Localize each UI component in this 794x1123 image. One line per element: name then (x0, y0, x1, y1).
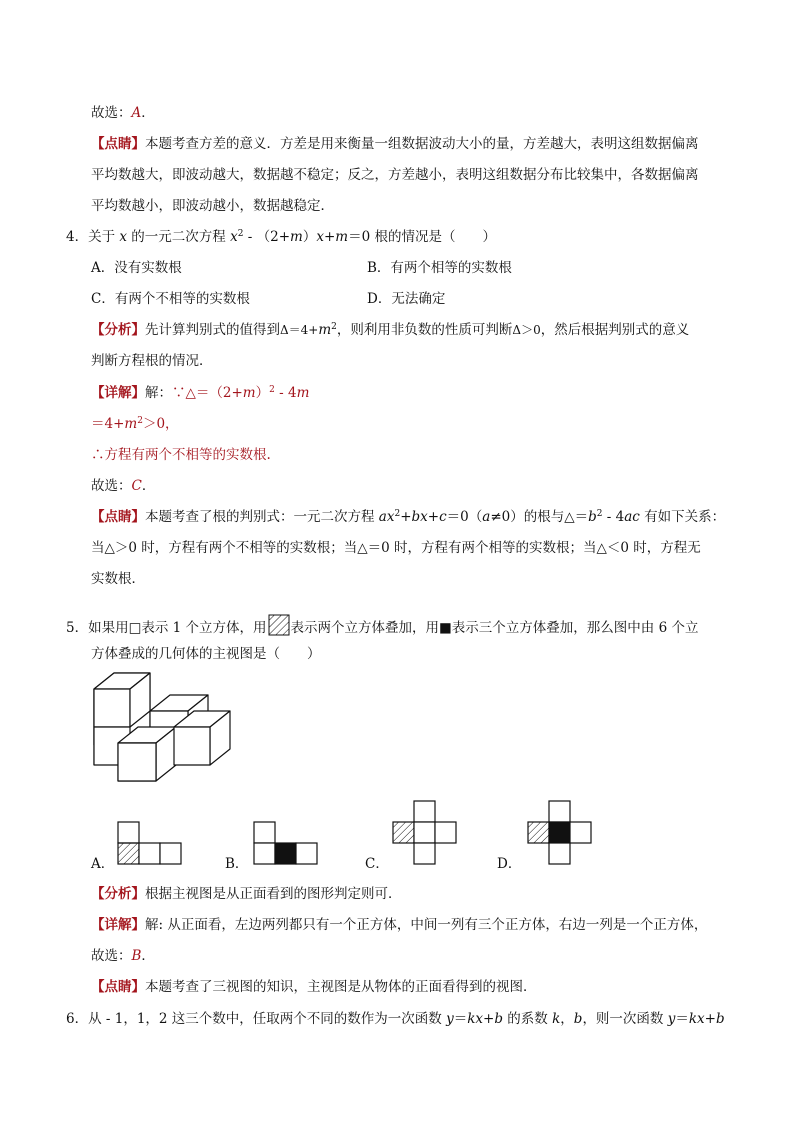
prev-dianjing-line-2: 平均数越大，即波动越大，数据越不稳定；反之，方差越小，表明这组数据分布比较集中，各数据偏离 (91, 167, 699, 183)
prev-dianjing-line-1: 【点睛】本题考查方差的意义．方差是用来衡量一组数据波动大小的量，方差越大，表明这组数据偏离 (91, 136, 699, 152)
q6-stem: 6．从 - 1，1，2 这三个数中，任取两个不同的数作为一次函数 y＝kx+b 的系数 k，b，则一次函数 y＝kx+b (66, 1011, 725, 1027)
q5-option-d-label[interactable]: D． (497, 856, 522, 872)
q5-choose-line: 故选：B． (91, 948, 155, 964)
q4-dianjing-line-3: 实数根． (91, 571, 145, 587)
q4-option-d[interactable]: D．无法确定 (367, 291, 446, 307)
q5-option-b-figure[interactable] (253, 821, 319, 867)
q4-equation-line: $=4+m^2>0$， (91, 416, 179, 432)
q4-fenxi-line-2: 判断方程根的情况． (91, 353, 213, 369)
q4-conclusion: ∴方程有两个不相等的实数根. (91, 447, 271, 463)
hatched-square-icon (268, 614, 290, 636)
q5-option-b-label[interactable]: B． (225, 856, 249, 872)
cube-solid-figure (94, 673, 234, 788)
q5-xiangjie: 【详解】解: 从正面看，左边两列都只有一个正方体，中间一列有三个正方体，右边一列是一个正方体， (91, 917, 708, 933)
xiangjie-tag: 【详解】 (91, 385, 145, 401)
dianjing-tag: 【点睛】 (91, 136, 145, 152)
q4-option-b[interactable]: B．有两个相等的实数根 (367, 260, 512, 276)
q5-option-c-figure[interactable] (392, 800, 458, 866)
q4-dianjing-line-1: 【点睛】本题考查了根的判别式：一元二次方程 $ax^2+bx+c=0(a\ne 0)$的根与$\triangle=b^2 - 4ac$ 有如下关系： (91, 509, 726, 525)
q5-option-a-figure[interactable] (117, 821, 183, 867)
prev-dianjing-line-3: 平均数越小，即波动越小，数据越稳定． (91, 198, 334, 214)
q5-dianjing: 【点睛】本题考查了三视图的知识，主视图是从物体的正面看得到的视图． (91, 979, 537, 995)
q4-dianjing-line-2: 当△＞0 时，方程有两个不相等的实数根；当△＝0 时，方程有两个相等的实数根；当△＜0 时，方程无 (91, 540, 701, 556)
q5-option-a-label[interactable]: A． (91, 856, 115, 872)
q4-option-a[interactable]: A．没有实数根 (91, 260, 182, 276)
q5-stem-line-1: 5．如果用□表示 1 个立方体，用 表示两个立方体叠加，用■表示三个立方体叠加，那么图中由 6 个立 (66, 614, 698, 637)
q4-stem: 4．关于 x 的一元二次方程 $x^2 - (2+m)x+m=0$ 根的情况是（ ） (66, 229, 496, 245)
q4-choose-line: 故选：C． (91, 478, 156, 494)
q4-xiangjie-line-1: 【详解】解：$\because\triangle=(2+m)^2 - 4m$ (91, 385, 310, 401)
q5-fenxi: 【分析】根据主视图是从正面看到的图形判定则可． (91, 886, 402, 902)
q5-option-d-figure[interactable] (527, 800, 593, 866)
prev-choose-line: 故选：A． (91, 105, 155, 121)
fenxi-tag: 【分析】 (91, 322, 145, 338)
q4-fenxi-line-1: 【分析】先计算判别式的值得到$\Delta=4+m^2$，则利用非负数的性质可判断Δ＞0，然后根据判别式的意义 (91, 322, 690, 338)
q4-option-c[interactable]: C．有两个不相等的实数根 (91, 291, 250, 307)
q5-stem-line-2: 方体叠成的几何体的主视图是（ ） (91, 646, 321, 662)
q5-option-c-label[interactable]: C． (365, 856, 389, 872)
